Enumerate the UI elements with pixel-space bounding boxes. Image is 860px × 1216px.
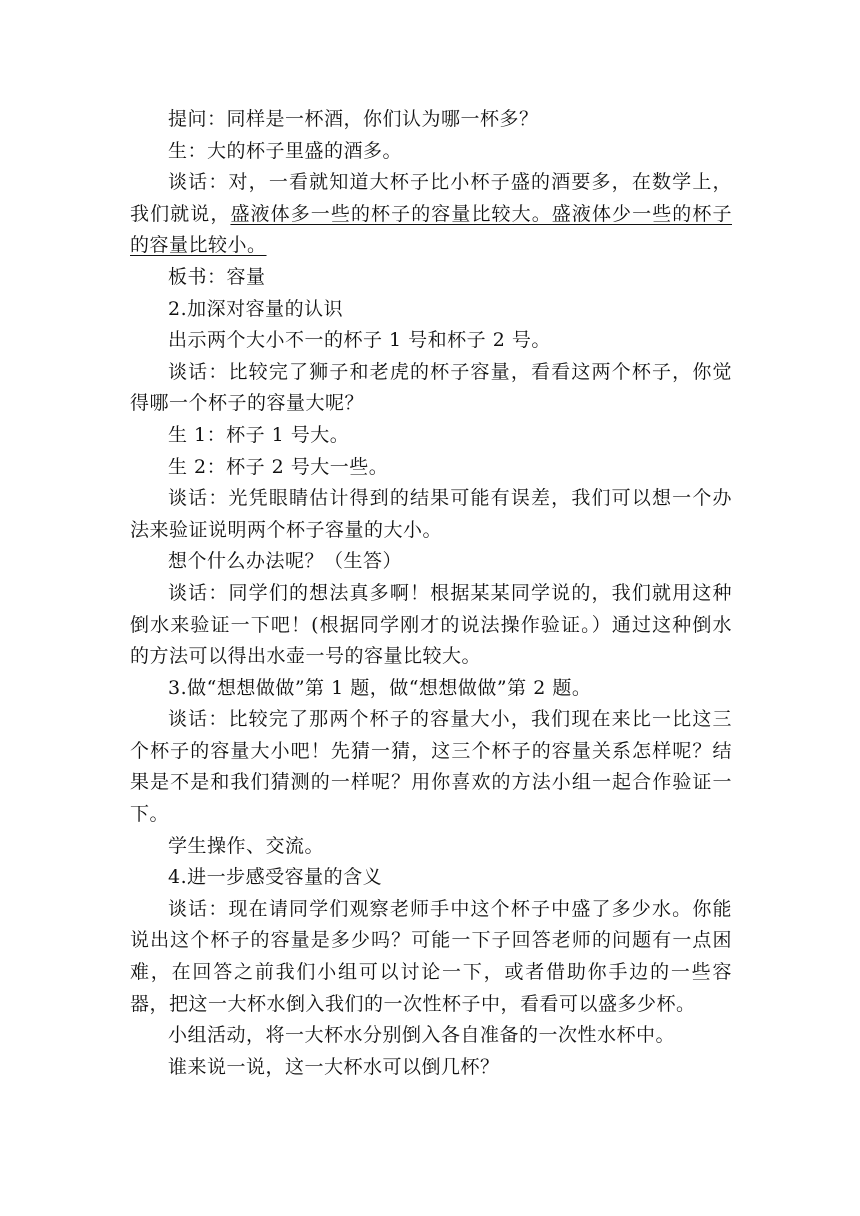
section-heading-4: 4.进一步感受容量的含义 (168, 866, 383, 889)
paragraph-talk-compare: 谈话：比较完了狮子和老虎的杯子容量，看看这两个杯子，你觉得哪一个杯子的容量大呢？ (130, 360, 732, 415)
paragraph-student-1: 生 1：杯子 1 号大。 (168, 423, 350, 446)
section-heading-2: 2.加深对容量的认识 (168, 297, 344, 320)
paragraph-text: 谈话：对，一看就知道大杯子比小杯子盛的酒要多，在数学上，我们就说， (130, 171, 732, 225)
paragraph-group-activity: 小组活动，将一大杯水分别倒入各自准备的一次性水杯中。 (168, 1024, 676, 1047)
paragraph-talk-observe: 谈话：现在请同学们观察老师手中这个杯子中盛了多少水。你能说出这个杯子的容量是多少吗？可能一下子回答老师的问题有一点困难，在回答之前我们小组可以讨论一下，或者借助你手边的一些容器，把这一大杯水倒入我们的一次性杯子中，看看可以盛多少杯。 (130, 897, 732, 1015)
paragraph-student-answer: 生：大的杯子里盛的酒多。 (168, 139, 403, 162)
paragraph-question: 提问：同样是一杯酒，你们认为哪一杯多？ (168, 108, 539, 130)
paragraph-talk-estimate: 谈话：光凭眼睛估计得到的结果可能有误差，我们可以想一个办法来验证说明两个杯子容量的大小。 (130, 487, 732, 541)
paragraph-board-writing: 板书：容量 (168, 265, 266, 288)
section-heading-3: 3.做“想想做做”第 1 题，做“想想做做”第 2 题。 (168, 676, 592, 699)
paragraph-talk-verify: 谈话：同学们的想法真多啊！根据某某同学说的，我们就用这种倒水来验证一下吧！(根据同学刚才的说法操作验证。）通过这种倒水的方法可以得出水壶一号的容量比较大。 (130, 581, 732, 668)
paragraph-final-question: 谁来说一说，这一大杯水可以倒几杯？ (168, 1055, 500, 1078)
paragraph-talk-capacity (130, 167, 732, 262)
paragraph-student-operation: 学生操作、交流。 (168, 834, 325, 857)
paragraph-talk-three-cups: 谈话：比较完了那两个杯子的容量大小，我们现在来比一比这三个杯子的容量大小吧！先猜一猜，这三个杯子的容量关系怎样呢？结果是不是和我们猜测的一样呢？用你喜欢的方法小组一起合作验证一下。 (130, 708, 732, 826)
paragraph-show-cups: 出示两个大小不一的杯子 1 号和杯子 2 号。 (168, 329, 551, 352)
paragraph-method-question: 想个什么办法呢？（生答） (168, 550, 403, 573)
paragraph-student-2: 生 2：杯子 2 号大一些。 (168, 455, 389, 478)
underlined-definition: 盛液体多一些的杯子的容量比较大。盛液体少一些的杯子的容量比较小。 (130, 202, 732, 257)
document-body (130, 104, 732, 1083)
